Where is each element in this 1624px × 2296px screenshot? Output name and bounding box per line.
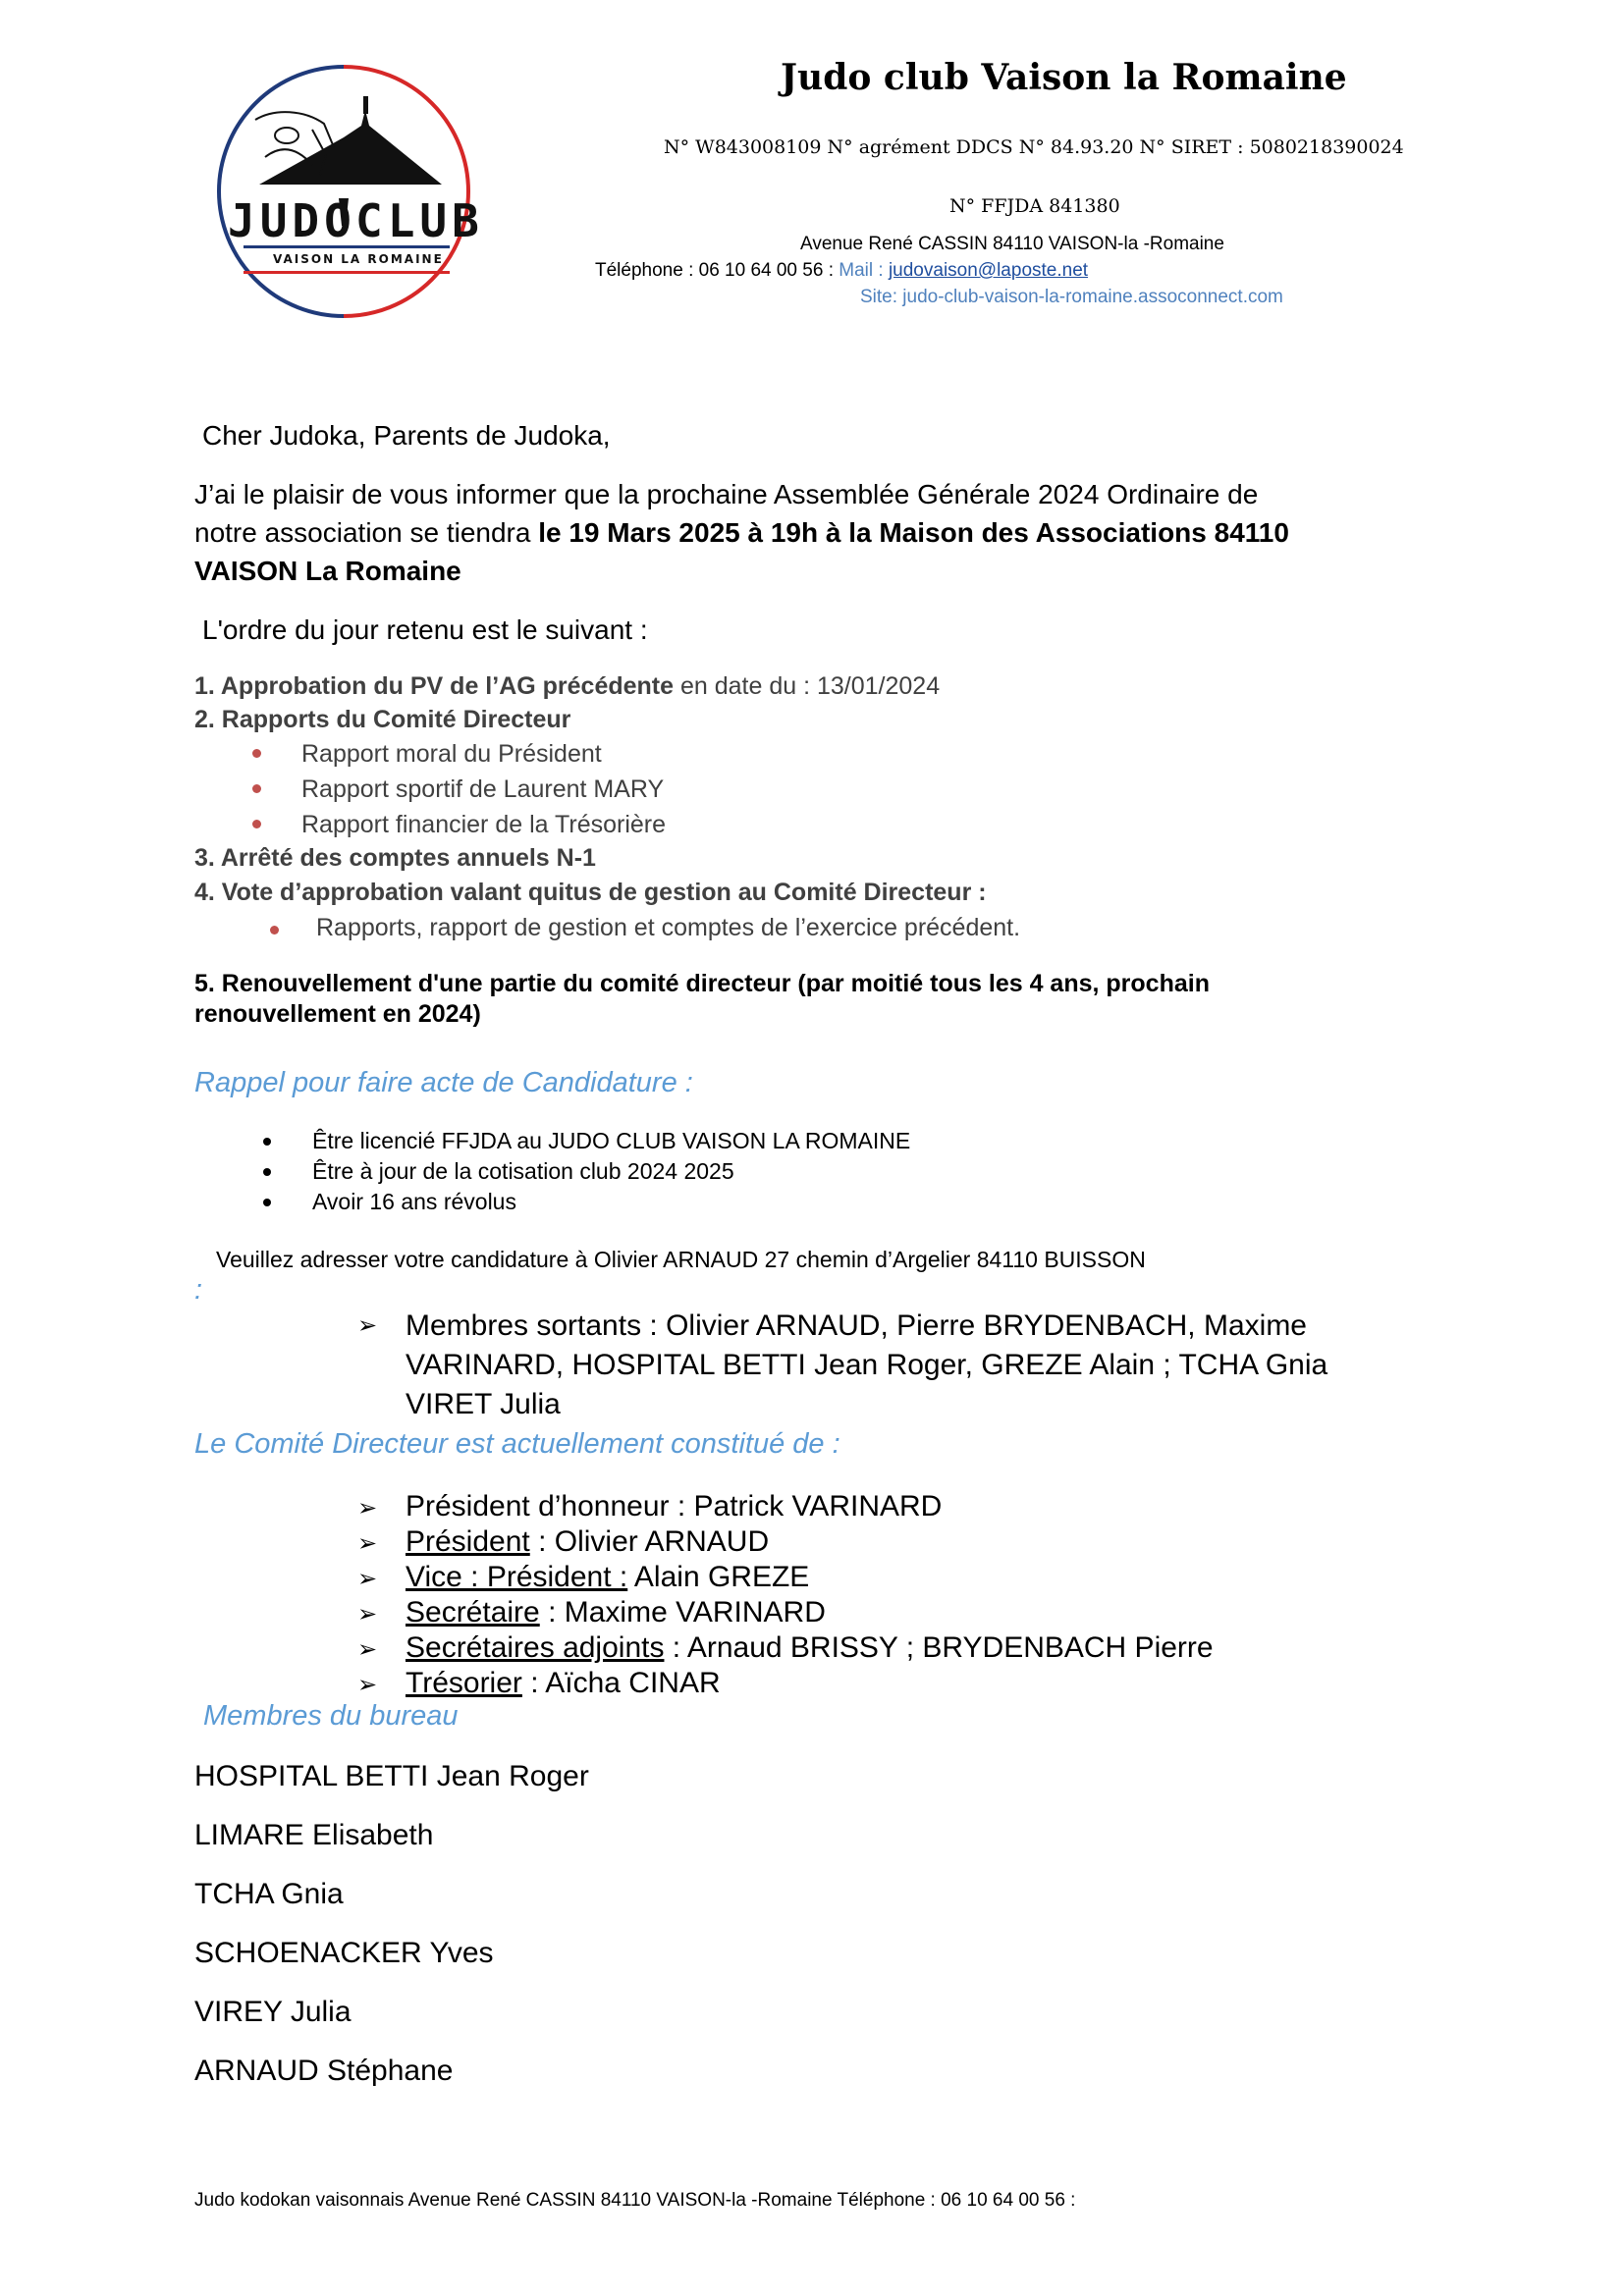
arrow-icon: ➢ [357,1530,378,1557]
agenda-item-1 [194,672,940,701]
bureau-member: VIREY Julia [194,1996,352,2028]
intro-line-2-normal: notre association se tiendra [194,517,539,548]
intro-line-3: VAISON La Romaine [194,556,461,586]
agenda-subitem: Rapport moral du Président [301,740,602,768]
agenda-item-4-sub: Rapports, rapport de gestion et comptes de l’exercice précédent. [316,914,1021,941]
logo-subtitle: VAISON LA ROMAINE [273,252,444,266]
committee-role-president [406,1525,769,1559]
bullet-icon [252,784,261,793]
bullet-icon [252,749,261,758]
condition-item: Être licencié FFJDA au JUDO CLUB VAISON LA ROMAINE [312,1128,911,1153]
role-label: Secrétaires adjoints [406,1631,665,1664]
bullet-icon [263,1199,271,1206]
arrow-icon: ➢ [357,1566,378,1592]
candidature-heading: Rappel pour faire acte de Candidature : [194,1067,693,1098]
arrow-icon: ➢ [357,1312,378,1339]
candidature-address: Veuillez adresser votre candidature à Olivier ARNAUD 27 chemin d’Argelier 84110 BUISSON [216,1247,1146,1272]
stray-colon: : [194,1274,203,1306]
role-label: Secrétaire [406,1596,540,1629]
committee-role-secretary [406,1596,826,1629]
club-logo [196,59,484,324]
condition-item: Être à jour de la cotisation club 2024 2025 [312,1158,734,1184]
club-address: Avenue René CASSIN 84110 VAISON-la -Romaine [800,234,1224,254]
mail-label: Mail : [839,260,889,281]
bureau-member: SCHOENACKER Yves [194,1937,494,1969]
outgoing-members-line1: Membres sortants : Olivier ARNAUD, Pierre BRYDENBACH, Maxime [406,1309,1307,1342]
agenda-item-5-line1: 5. Renouvellement d'une partie du comité directeur (par moitié tous les 4 ans, prochain [194,970,1210,997]
agenda-item-2: 2. Rapports du Comité Directeur [194,706,571,733]
registration-numbers: N° W843008109 N° agrément DDCS N° 84.93.20 N° SIRET : 5080218390024 [664,136,1404,158]
bullet-icon [270,926,279,934]
phone-text: Téléphone : 06 10 64 00 56 : [595,260,839,281]
agenda-item-5-line2: renouvellement en 2024) [194,1000,481,1028]
honorary-president: Président d’honneur : Patrick VARINARD [406,1490,943,1522]
bullet-icon [252,820,261,828]
logo-word-judo: JUDO [228,194,356,247]
ffjda-number: N° FFJDA 841380 [949,195,1120,217]
arrow-icon: ➢ [357,1495,378,1522]
role-label: Président [406,1525,530,1558]
role-holder: : Aïcha CINAR [521,1667,721,1699]
club-title: Judo club Vaison la Romaine [781,57,1347,98]
agenda-subitem: Rapport financier de la Trésorière [301,811,667,838]
intro-line-2 [194,517,1289,549]
agenda-subitem: Rapport sportif de Laurent MARY [301,775,665,803]
bureau-member: HOSPITAL BETTI Jean Roger [194,1760,589,1792]
outgoing-members-line3: VIRET Julia [406,1388,561,1420]
agenda-item-1-title: 1. Approbation du PV de l’AG précédente [194,672,675,700]
committee-role-treasurer [406,1667,721,1700]
committee-role-assistant-secretaries [406,1631,1214,1665]
arrow-icon: ➢ [357,1601,378,1628]
bureau-member: LIMARE Elisabeth [194,1819,434,1851]
logo-word-club: CLUB [355,194,484,247]
agenda-intro: L'ordre du jour retenu est le suivant : [202,614,648,645]
logo-graphic [196,59,481,324]
role-holder: : Arnaud BRISSY ; BRYDENBACH Pierre [664,1631,1214,1664]
mail-link[interactable]: judovaison@laposte.net [888,260,1089,281]
role-holder: : Maxime VARINARD [539,1596,826,1629]
bureau-member: ARNAUD Stéphane [194,2055,454,2087]
contact-line [595,260,1088,282]
greeting: Cher Judoka, Parents de Judoka, [202,420,611,451]
role-label: Trésorier [406,1667,522,1699]
condition-item: Avoir 16 ans révolus [312,1189,516,1214]
role-holder: : Olivier ARNAUD [529,1525,770,1558]
bullet-icon [263,1168,271,1176]
website-text: Site: judo-club-vaison-la-romaine.assoconnect.com [860,287,1283,307]
agenda-item-3: 3. Arrêté des comptes annuels N-1 [194,844,596,872]
bullet-icon [263,1138,271,1146]
committee-heading: Le Comité Directeur est actuellement constitué de : [194,1428,840,1460]
page-footer: Judo kodokan vaisonnais Avenue René CASSIN 84110 VAISON-la -Romaine Téléphone : 06 10 64 00 56 : [194,2190,1076,2211]
bureau-member: TCHA Gnia [194,1878,344,1910]
role-label: Vice : Président : [406,1561,628,1593]
agenda-item-1-date: en date du : 13/01/2024 [674,672,941,700]
role-holder: Alain GREZE [627,1561,810,1593]
intro-line-1: J’ai le plaisir de vous informer que la prochaine Assemblée Générale 2024 Ordinaire de [194,479,1259,509]
outgoing-members-line2: VARINARD, HOSPITAL BETTI Jean Roger, GREZE Alain ; TCHA Gnia [406,1349,1328,1381]
committee-role-vice-president [406,1561,809,1594]
arrow-icon: ➢ [357,1672,378,1698]
agenda-item-4: 4. Vote d’approbation valant quitus de gestion au Comité Directeur : [194,879,987,906]
bureau-heading: Membres du bureau [203,1700,459,1732]
meeting-date-place: le 19 Mars 2025 à 19h à la Maison des Associations 84110 [538,517,1289,548]
arrow-icon: ➢ [357,1636,378,1663]
